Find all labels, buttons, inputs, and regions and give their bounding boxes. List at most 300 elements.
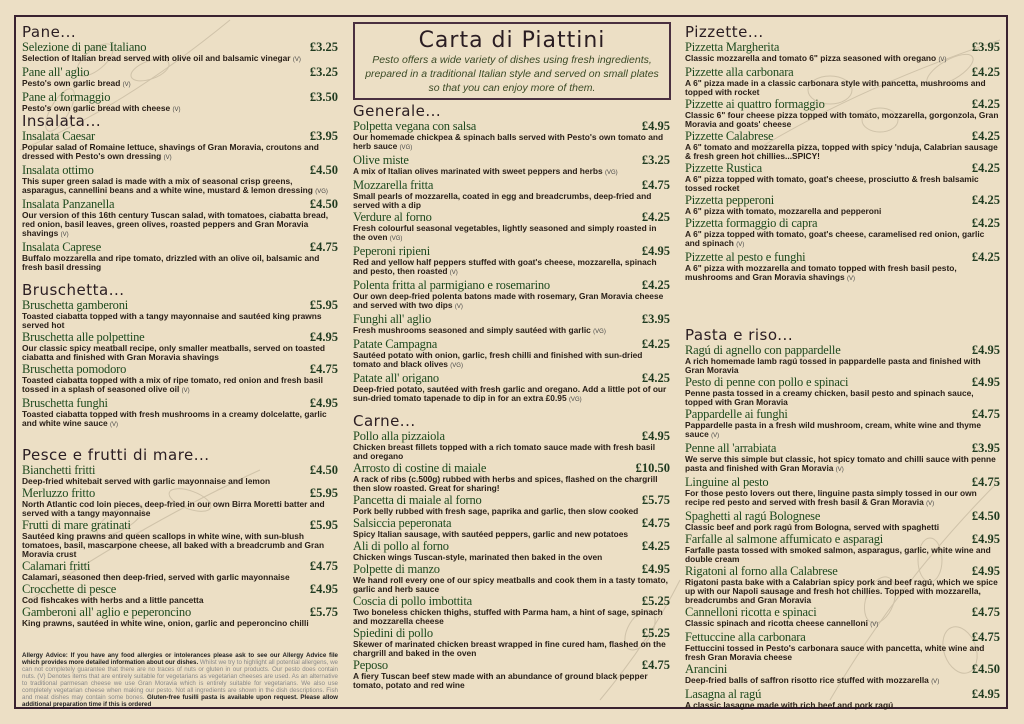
menu-item [685, 130, 1000, 161]
dish-description-text: Buffalo mozzarella and ripe tomato, drizzled with an olive oil, balsamic and fresh basil dressing [22, 253, 320, 272]
menu-title: Carta di Piattini [418, 28, 606, 53]
section-insalata [22, 112, 338, 273]
dish-price: £4.95 [641, 562, 670, 576]
menu-item [22, 606, 338, 628]
section-heading: Pesce e frutti di mare... [22, 446, 210, 464]
dish-description [22, 532, 338, 559]
allergy-advice [22, 652, 338, 708]
dish-description-text: Popular salad of Romaine lettuce, shavings of Gran Moravia, croutons and dressed with Pesto's own dressing [22, 142, 319, 161]
dish-name: Olive miste [353, 153, 409, 167]
dish-description-text: Classic spinach and ricotta cheese cannelloni [685, 618, 868, 628]
dish-name: Frutti di mare gratinati [22, 518, 131, 532]
dish-name: Pane all' aglio [22, 65, 90, 79]
dish-price: £4.95 [641, 244, 670, 258]
dish-name: Mozzarella fritta [353, 178, 434, 192]
menu-item [22, 299, 338, 330]
dish-description-text: A 6" pizza topped with tomato, goat's cheese, prosciutto & fresh balsamic tossed rocket [685, 174, 979, 193]
dish-description-text: Pesto's own garlic bread with cheese [22, 103, 171, 113]
menu-item [685, 631, 1000, 662]
dietary-tag: (V) [60, 232, 69, 238]
dish-name: Rigatoni al forno alla Calabrese [685, 564, 838, 578]
dish-description-text: Deep-fried potato, sautéed with fresh garlic and oregano. Add a little pot of our sun-dried tomato tapenade to dip in for an extra £0.95 [353, 384, 667, 403]
dish-price: £4.25 [641, 539, 670, 553]
dish-description-text: Cod fishcakes with herbs and a little pancetta [22, 595, 204, 605]
dish-description [22, 211, 338, 240]
section-heading: Pizzette... [685, 23, 764, 41]
dietary-tag: (V) [109, 422, 118, 428]
dietary-tag: (V) [931, 679, 940, 685]
dish-description [22, 573, 338, 582]
dish-name: Peperoni ripieni [353, 244, 430, 258]
dish-description-text: A 6" pizza with mozzarella and tomato topped with fresh basil pesto, mushrooms and Gran Moravia shavings [685, 263, 957, 282]
dish-description-text: A mix of Italian olives marinated with sweet peppers and herbs [353, 166, 603, 176]
dish-description [353, 475, 670, 493]
menu-item [22, 198, 338, 240]
dish-description [685, 619, 1000, 630]
menu-item [22, 41, 338, 65]
dish-price: £5.95 [309, 518, 338, 532]
dish-description-text: A rack of ribs (c.500g) rubbed with herbs and spices, flashed on the chargrill then slow roasted. Great for sharing! [353, 474, 658, 493]
dish-description-text: A classic lasagne made with rich beef and pork ragú [685, 700, 894, 710]
dish-description-text: A rich homemade lamb ragú tossed in pappardelle pasta and finished with Gran Moravia [685, 356, 981, 375]
menu-item [22, 331, 338, 362]
dish-name: Pizzette ai quattro formaggio [685, 97, 825, 111]
dietary-tag: (VG) [399, 145, 413, 151]
dish-description-text: Fresh colourful seasonal vegetables, lightly seasoned and simply roasted in the oven [353, 223, 657, 242]
dietary-tag: (V) [711, 433, 720, 439]
dish-description-text: Toasted ciabatta topped with a mix of ripe tomato, red onion and fresh basil tossed in a splash of seasoned olive oil [22, 375, 323, 394]
dish-name: Pesto di penne con pollo e spinaci [685, 375, 849, 389]
dish-description [22, 500, 338, 518]
dish-description-text: Chicken breast fillets topped with a rich tomato sauce made with fresh basil and oregano [353, 442, 656, 461]
dish-description [685, 676, 1000, 687]
dietary-tag: (V) [292, 57, 301, 63]
dish-description [353, 167, 670, 178]
dish-description [353, 640, 670, 658]
dish-description-text: Deep-fried whitebait served with garlic mayonnaise and lemon [22, 476, 271, 486]
dish-price: £4.50 [971, 509, 1000, 523]
dietary-tag: (V) [846, 276, 855, 282]
dish-name: Pizzetta formaggio di capra [685, 216, 818, 230]
dish-description [22, 477, 338, 486]
menu-item [685, 194, 1000, 216]
dish-price: £4.95 [971, 564, 1000, 578]
dish-description [685, 644, 1000, 662]
dish-description-text: Chicken wings Tuscan-style, marinated then baked in the oven [353, 552, 603, 562]
dietary-tag: (V) [181, 388, 190, 394]
allergy-body: Whilst we try to highlight all potential allergens, we can not completely guarantee that there are no traces of nuts or gluten in our products. Our pesto does contain nuts. (V) Denotes items that are entirely suitable for vegetarians as vegetarian cheeses are used. As an alternative to traditional parmesan cheese we use Gran Moravia which is entirely suitable for vegetarians. We also use completely vegetarian cheese when making our pesto. Not all ingredients are shown in the dish descriptions. Fish and meat dishes may contain some bones. [22, 659, 338, 701]
menu-item [22, 397, 338, 430]
dish-description-text: Two boneless chicken thighs, stuffed with Parma ham, a hint of sage, spinach and mozzarella cheese [353, 607, 663, 626]
dish-price: £4.95 [971, 687, 1000, 701]
dish-price: £4.75 [641, 516, 670, 530]
dish-description [353, 192, 670, 210]
dish-description-text: Our own deep-fried polenta batons made with rosemary, Gran Moravia cheese and served with two dips [353, 291, 664, 310]
section-pizzette [685, 23, 1000, 285]
dietary-tag: (V) [172, 107, 181, 113]
dish-name: Pizzetta pepperoni [685, 193, 775, 207]
dish-description-text: Spicy Italian sausage, with sautéed peppers, garlic and new potatoes [353, 529, 629, 539]
dish-description-text: A fiery Tuscan beef stew made with an abundance of ground black pepper tomato, potato and red wine [353, 671, 648, 690]
menu-item [353, 563, 670, 594]
dish-description-text: Farfalle pasta tossed with smoked salmon, asparagus, garlic, white wine and double cream [685, 545, 991, 564]
menu-item [353, 540, 670, 562]
dish-description [685, 701, 1000, 710]
dish-price: £4.95 [309, 582, 338, 596]
dish-name: Funghi all' aglio [353, 312, 432, 326]
dish-price: £3.95 [971, 40, 1000, 54]
dish-description-text: A 6" pizza made in a classic carbonara style with pancetta, mushrooms and topped with rocket [685, 78, 986, 97]
dish-price: £4.75 [641, 658, 670, 672]
menu-item [353, 338, 670, 371]
dish-description [22, 344, 338, 362]
dietary-tag: (V) [835, 467, 844, 473]
dish-name: Gamberoni all' aglio e peperoncino [22, 605, 191, 619]
dish-description-text: Small pearls of mozzarella, coated in egg and breadcrumbs, deep-fried and served with a dip [353, 191, 652, 210]
dish-name: Pizzetta Margherita [685, 40, 780, 54]
dish-description-text: We hand roll every one of our spicy meatballs and cook them in a tasty tomato, garlic and herb sauce [353, 575, 668, 594]
dish-price: £4.25 [971, 161, 1000, 175]
dish-name: Bruschetta pomodoro [22, 362, 127, 376]
section-carne [353, 412, 670, 691]
dish-name: Arrosto di costine di maiale [353, 461, 487, 475]
dish-description [685, 79, 1000, 97]
dish-description-text: Toasted ciabatta topped with a tangy mayonnaise and sautéed king prawns served hot [22, 311, 322, 330]
dish-price: £4.25 [641, 278, 670, 292]
dish-description-text: Pappardelle pasta in a fresh wild mushroom, cream, white wine and thyme sauce [685, 420, 981, 439]
section-bruschetta [22, 281, 338, 431]
dish-description-text: Our homemade chickpea & spinach balls served with Pesto's own tomato and herb sauce [353, 132, 664, 151]
dietary-tag: (V) [122, 82, 131, 88]
dish-description [22, 619, 338, 628]
dish-price: £4.75 [309, 240, 338, 254]
menu-item [22, 363, 338, 396]
dish-price: £5.75 [309, 605, 338, 619]
dish-description [685, 230, 1000, 250]
dish-name: Pappardelle ai funghi [685, 407, 788, 421]
dish-description [685, 207, 1000, 216]
dish-description [685, 546, 1000, 564]
menu-item [685, 663, 1000, 687]
menu-item [353, 211, 670, 244]
title-box [353, 22, 671, 100]
dish-description [353, 530, 670, 539]
dish-description [22, 596, 338, 605]
dish-name: Selezione di pane Italiano [22, 40, 147, 54]
dish-description [22, 177, 338, 197]
dish-price: £4.50 [971, 662, 1000, 676]
dish-description-text: Classic mozzarella and tomato 6" pizza seasoned with oregano [685, 53, 937, 63]
menu-item [685, 565, 1000, 605]
dish-price: £4.95 [971, 375, 1000, 389]
menu-item [685, 251, 1000, 284]
menu-item [685, 510, 1000, 532]
dish-price: £4.75 [309, 362, 338, 376]
menu-item [353, 279, 670, 312]
dish-name: Verdure al forno [353, 210, 432, 224]
dish-description-text: Toasted ciabatta topped with fresh mushrooms in a creamy dolcelatte, garlic and white wine sauce [22, 409, 327, 428]
dish-name: Crocchette di pesce [22, 582, 117, 596]
dish-description-text: King prawns, sautéed in white wine, onion, garlic and peperoncino chilli [22, 618, 309, 628]
dietary-tag: (V) [926, 501, 935, 507]
dish-price: £4.95 [309, 396, 338, 410]
dish-name: Insalata ottimo [22, 163, 94, 177]
dish-description-text: A 6" pizza with tomato, mozzarella and pepperoni [685, 206, 882, 216]
dish-price: £3.25 [309, 65, 338, 79]
dish-price: £4.25 [971, 216, 1000, 230]
dish-price: £3.95 [309, 129, 338, 143]
dietary-tag: (VG) [604, 170, 618, 176]
dish-name: Cannelloni ricotta e spinaci [685, 605, 817, 619]
dish-name: Ragú di agnello con pappardelle [685, 343, 841, 357]
dish-name: Patate all' origano [353, 371, 439, 385]
dish-price: £4.75 [309, 559, 338, 573]
menu-item [22, 487, 338, 518]
dish-name: Bruschetta gamberoni [22, 298, 129, 312]
dish-name: Pizzette al pesto e funghi [685, 250, 806, 264]
section-heading: Bruschetta... [22, 281, 125, 299]
menu-item [685, 66, 1000, 97]
dish-description [353, 351, 670, 371]
dish-name: Patate Campagna [353, 337, 438, 351]
dietary-tag: (V) [736, 242, 745, 248]
menu-item [22, 560, 338, 582]
menu-item [685, 606, 1000, 630]
dish-description [685, 111, 1000, 129]
dish-description [22, 54, 338, 65]
menu-item [685, 217, 1000, 250]
dietary-tag: (V) [454, 304, 463, 310]
dish-description-text: Sautéed king prawns and queen scallops in white wine, with sun-blush tomatoes, basil, mascarpone cheese, all baked with a breadcrumb and Gran Moravia crust [22, 531, 325, 559]
menu-item [353, 120, 670, 153]
dish-description [353, 258, 670, 278]
menu-item [685, 533, 1000, 564]
dish-price: £5.95 [309, 298, 338, 312]
dish-price: £4.25 [641, 337, 670, 351]
dish-description [685, 143, 1000, 161]
section-heading: Generale... [353, 102, 442, 120]
dish-description [685, 264, 1000, 284]
dish-name: Salsiccia peperonata [353, 516, 452, 530]
dish-description-text: Rigatoni pasta bake with a Calabrian spicy pork and beef ragú, which we spice up with our Napoli sausage and fresh hot chillies. Topped with mozzarella, breadcrumbs and Gran Moravia [685, 577, 998, 605]
menu-item [685, 162, 1000, 193]
dish-name: Pizzette Calabrese [685, 129, 774, 143]
section-pasta [685, 326, 1000, 711]
dish-description [353, 608, 670, 626]
dish-name: Bianchetti fritti [22, 463, 96, 477]
dish-price: £3.95 [641, 312, 670, 326]
dish-name: Farfalle al salmone affumicato e asparagi [685, 532, 884, 546]
dish-price: £4.50 [309, 163, 338, 177]
dish-price: £4.50 [309, 463, 338, 477]
menu-item [353, 517, 670, 539]
dietary-tag: (VG) [389, 236, 403, 242]
dish-price: £5.75 [641, 493, 670, 507]
dish-price: £10.50 [635, 461, 670, 475]
dish-name: Spaghetti al ragú Bolognese [685, 509, 821, 523]
menu-item [685, 376, 1000, 407]
dish-price: £4.75 [971, 407, 1000, 421]
dish-description [22, 143, 338, 163]
menu-item [685, 98, 1000, 129]
dish-price: £4.75 [971, 630, 1000, 644]
menu-item [353, 313, 670, 337]
dish-description-text: Pork belly rubbed with fresh sage, paprika and garlic, then slow cooked [353, 506, 639, 516]
menu-item [353, 494, 670, 516]
dish-description-text: Our version of this 16th century Tuscan salad, with tomatoes, ciabatta bread, red onion, basil leaves, green olives, roasted peppers and Gran Moravia shavings [22, 210, 329, 238]
dish-description [353, 224, 670, 244]
dish-name: Pollo alla pizzaiola [353, 429, 445, 443]
dish-price: £4.75 [971, 605, 1000, 619]
dish-name: Pizzette alla carbonara [685, 65, 794, 79]
dish-description [353, 507, 670, 516]
menu-item [685, 41, 1000, 65]
menu-item [22, 241, 338, 272]
dish-description [353, 672, 670, 690]
dish-price: £4.75 [971, 475, 1000, 489]
menu-item [353, 179, 670, 210]
dish-description-text: For those pesto lovers out there, linguine pasta simply tossed in our own recipe red pesto and served with fresh basil & Gran Moravia [685, 488, 977, 507]
dish-price: £4.25 [971, 65, 1000, 79]
dish-price: £4.25 [641, 210, 670, 224]
dish-price: £4.95 [971, 532, 1000, 546]
dish-name: Coscia di pollo imbottita [353, 594, 472, 608]
dish-description-text: A 6" pizza topped with tomato, goat's cheese, caramelised red onion, garlic and spinach [685, 229, 985, 248]
dish-description [353, 553, 670, 562]
dish-name: Spiedini di pollo [353, 626, 433, 640]
dish-description [685, 54, 1000, 65]
dietary-tag: (VG) [450, 363, 463, 369]
dish-price: £4.75 [641, 178, 670, 192]
dish-description-text: North Atlantic cod loin pieces, deep-fried in our own Birra Moretti batter and served with a tangy mayonnaise [22, 499, 325, 518]
dish-description [685, 489, 1000, 509]
dish-description-text: Fresh mushrooms seasoned and simply sautéed with garlic [353, 325, 591, 335]
dish-name: Pane al formaggio [22, 90, 111, 104]
dish-name: Penne all 'arrabiata [685, 441, 777, 455]
dish-price: £4.50 [309, 197, 338, 211]
dish-description-text: Classic beef and pork ragú from Bologna, served with spaghetti [685, 522, 940, 532]
dish-description-text: This super green salad is made with a mix of seasonal crisp greens, asparagus, cannellini beans and a white wine, mustard & lemon dressing [22, 176, 313, 195]
dietary-tag: (VG) [568, 397, 582, 403]
dish-name: Polenta fritta al parmigiano e rosemarino [353, 278, 550, 292]
dish-price: £4.25 [971, 129, 1000, 143]
dish-description [22, 410, 338, 430]
menu-item [685, 344, 1000, 375]
menu-item [22, 583, 338, 605]
dish-name: Lasagna al ragú [685, 687, 762, 701]
menu-item [22, 464, 338, 486]
menu-item [22, 164, 338, 197]
section-heading: Insalata... [22, 112, 102, 130]
dish-price: £4.95 [971, 343, 1000, 357]
allergy-gluten-note: Gluten-free fusilli pasta is available upon request. Please allow additional preparation time if this is ordered [22, 694, 338, 708]
menu-item [685, 442, 1000, 475]
dish-name: Polpetta vegana con salsa [353, 119, 477, 133]
dish-description-text: Our classic spicy meatball recipe, only smaller meatballs, served on toasted ciabatta and finished with Gran Moravia shavings [22, 343, 326, 362]
dish-description-text: Calamari, seasoned then deep-fried, served with garlic mayonnaise [22, 572, 290, 582]
dish-price: £4.95 [309, 330, 338, 344]
dish-name: Pizzette Rustica [685, 161, 762, 175]
menu-item [22, 130, 338, 163]
dish-description [353, 385, 670, 405]
dish-description [353, 133, 670, 153]
dish-description [685, 175, 1000, 193]
dish-price: £3.25 [641, 153, 670, 167]
menu-item [353, 659, 670, 690]
dish-description-text: Pesto's own garlic bread [22, 78, 121, 88]
dish-name: Ali di pollo al forno [353, 539, 449, 553]
dish-name: Insalata Panzanella [22, 197, 115, 211]
menu-item [353, 430, 670, 461]
dish-price: £3.50 [309, 90, 338, 104]
dish-description [353, 292, 670, 312]
dish-description-text: A 6" tomato and mozzarella pizza, topped with spicy 'nduja, Calabrian sausage & fresh green hot chillies...SPICY! [685, 142, 998, 161]
dish-description-text: Skewer of marinated chicken breast wrapped in fine cured ham, flashed on the chargrill and baked in the oven [353, 639, 666, 658]
menu-item [353, 154, 670, 178]
dish-description [22, 312, 338, 330]
menu-subtitle: Pesto offers a wide variety of dishes using fresh ingredients, prepared in a traditional Italian style and served on small plates so that you can enjoy more of them. [365, 54, 659, 94]
dish-description [685, 421, 1000, 441]
dish-price: £5.25 [641, 594, 670, 608]
dish-name: Insalata Caesar [22, 129, 96, 143]
dish-description [353, 443, 670, 461]
dish-description [22, 79, 338, 90]
dietary-tag: (VG) [593, 329, 606, 335]
dish-description [353, 326, 670, 337]
dietary-tag: (VG) [315, 189, 328, 195]
dish-name: Insalata Caprese [22, 240, 102, 254]
dish-price: £4.25 [641, 371, 670, 385]
section-pane [22, 23, 338, 116]
dish-name: Arancini [685, 662, 728, 676]
dish-description-text: Sautéed potato with onion, garlic, fresh chilli and finished with sun-dried tomato and black olives [353, 350, 643, 369]
menu-item [353, 627, 670, 658]
dietary-tag: (V) [870, 622, 879, 628]
dish-description [685, 455, 1000, 475]
dietary-tag: (V) [163, 155, 172, 161]
dish-description [685, 578, 1000, 605]
dish-name: Pancetta di maiale al forno [353, 493, 482, 507]
dish-name: Polpette di manzo [353, 562, 440, 576]
dish-name: Fettuccine alla carbonara [685, 630, 806, 644]
dish-price: £3.25 [309, 40, 338, 54]
dish-description-text: Deep-fried balls of saffron risotto rice stuffed with mozzarella [685, 675, 929, 685]
dish-price: £4.95 [641, 429, 670, 443]
dish-description-text: Selection of Italian bread served with olive oil and balsamic vinegar [22, 53, 291, 63]
dietary-tag: (V) [938, 57, 947, 63]
menu-item [353, 462, 670, 493]
dish-name: Bruschetta alle polpettine [22, 330, 145, 344]
dish-price: £4.25 [971, 193, 1000, 207]
dish-price: £4.95 [641, 119, 670, 133]
dish-description-text: Classic 6" four cheese pizza topped with tomato, mozzarella, gorgonzola, Gran Moravia and goats' cheese [685, 110, 999, 129]
dish-description [685, 357, 1000, 375]
dish-description [353, 576, 670, 594]
dish-price: £5.25 [641, 626, 670, 640]
dish-description [22, 376, 338, 396]
dish-name: Calamari fritti [22, 559, 91, 573]
dish-description [685, 523, 1000, 532]
dish-price: £5.95 [309, 486, 338, 500]
section-pesce [22, 446, 338, 629]
allergy-intro: Allergy Advice: If you have any food allergies or intolerances please ask to see our Allergy Advice file which provides more detailed information about our dishes. [22, 652, 338, 666]
menu-item [353, 245, 670, 278]
dish-name: Peposo [353, 658, 388, 672]
dish-description-text: Fettuccini tossed in Pesto's carbonara sauce with pancetta, white wine and fresh Gran Moravia cheese [685, 643, 985, 662]
menu-item [685, 476, 1000, 509]
section-heading: Carne... [353, 412, 416, 430]
section-generale [353, 102, 670, 406]
